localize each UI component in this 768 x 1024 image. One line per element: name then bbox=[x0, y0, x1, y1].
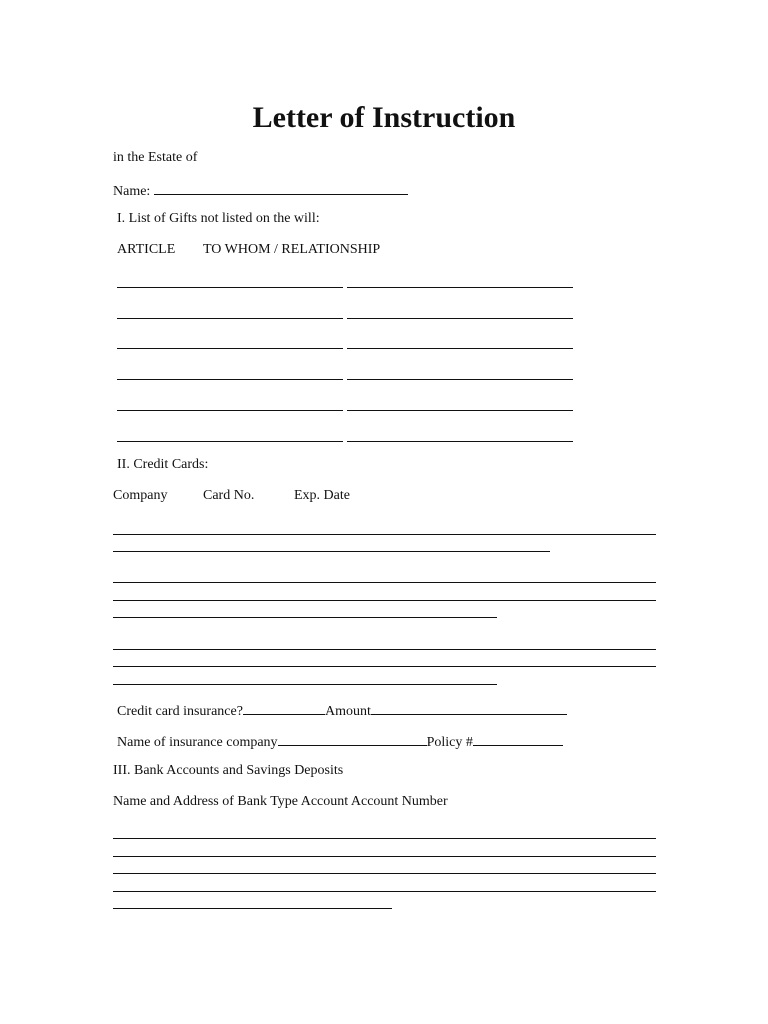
gift-article-field[interactable] bbox=[117, 410, 343, 411]
policy-label: Policy # bbox=[426, 735, 473, 750]
insurance-company-line bbox=[117, 731, 563, 752]
insurance-company-field[interactable] bbox=[278, 731, 427, 746]
gift-article-field[interactable] bbox=[117, 379, 343, 380]
credit-card-field[interactable] bbox=[113, 649, 656, 650]
name-label: Name: bbox=[113, 184, 151, 199]
column-exp-date: Exp. Date bbox=[294, 488, 350, 503]
column-card-no: Card No. bbox=[203, 488, 255, 503]
gift-article-field[interactable] bbox=[117, 348, 343, 349]
gift-recipient-field[interactable] bbox=[347, 379, 573, 380]
section-bank-accounts-heading: III. Bank Accounts and Savings Deposits bbox=[113, 763, 344, 778]
credit-card-field[interactable] bbox=[113, 666, 656, 667]
column-article: ARTICLE bbox=[117, 242, 176, 257]
bank-account-field[interactable] bbox=[113, 856, 656, 857]
gift-recipient-field[interactable] bbox=[347, 318, 573, 319]
name-line bbox=[113, 180, 408, 201]
gift-article-field[interactable] bbox=[117, 287, 343, 288]
credit-card-field[interactable] bbox=[113, 534, 656, 535]
insurance-field[interactable] bbox=[243, 700, 325, 715]
gift-recipient-field[interactable] bbox=[347, 441, 573, 442]
document-title: Letter of Instruction bbox=[252, 101, 516, 134]
gift-recipient-field[interactable] bbox=[347, 410, 573, 411]
credit-card-field[interactable] bbox=[113, 551, 550, 552]
gift-recipient-field[interactable] bbox=[347, 287, 573, 288]
section-credit-cards-heading: II. Credit Cards: bbox=[117, 457, 209, 472]
estate-label: in the Estate of bbox=[113, 150, 198, 165]
gift-article-field[interactable] bbox=[117, 318, 343, 319]
bank-account-field[interactable] bbox=[113, 891, 656, 892]
insurance-line bbox=[117, 700, 567, 721]
credit-card-field[interactable] bbox=[113, 617, 497, 618]
bank-account-field[interactable] bbox=[113, 873, 656, 874]
column-company: Company bbox=[113, 488, 168, 503]
insurance-label: Credit card insurance? bbox=[117, 704, 243, 719]
bank-account-field[interactable] bbox=[113, 838, 656, 839]
credit-card-field[interactable] bbox=[113, 582, 656, 583]
name-field[interactable] bbox=[154, 180, 408, 195]
bank-columns-label: Name and Address of Bank Type Account Account Number bbox=[113, 794, 448, 809]
gift-article-field[interactable] bbox=[117, 441, 343, 442]
credit-card-field[interactable] bbox=[113, 684, 497, 685]
column-to-whom: TO WHOM / RELATIONSHIP bbox=[203, 242, 381, 257]
credit-card-field[interactable] bbox=[113, 600, 656, 601]
section-gifts-heading: I. List of Gifts not listed on the will: bbox=[117, 211, 320, 226]
policy-field[interactable] bbox=[473, 731, 563, 746]
amount-label: Amount bbox=[324, 704, 371, 719]
bank-account-field[interactable] bbox=[113, 908, 392, 909]
insurance-company-label: Name of insurance company bbox=[117, 735, 278, 750]
amount-field[interactable] bbox=[371, 700, 567, 715]
gift-recipient-field[interactable] bbox=[347, 348, 573, 349]
